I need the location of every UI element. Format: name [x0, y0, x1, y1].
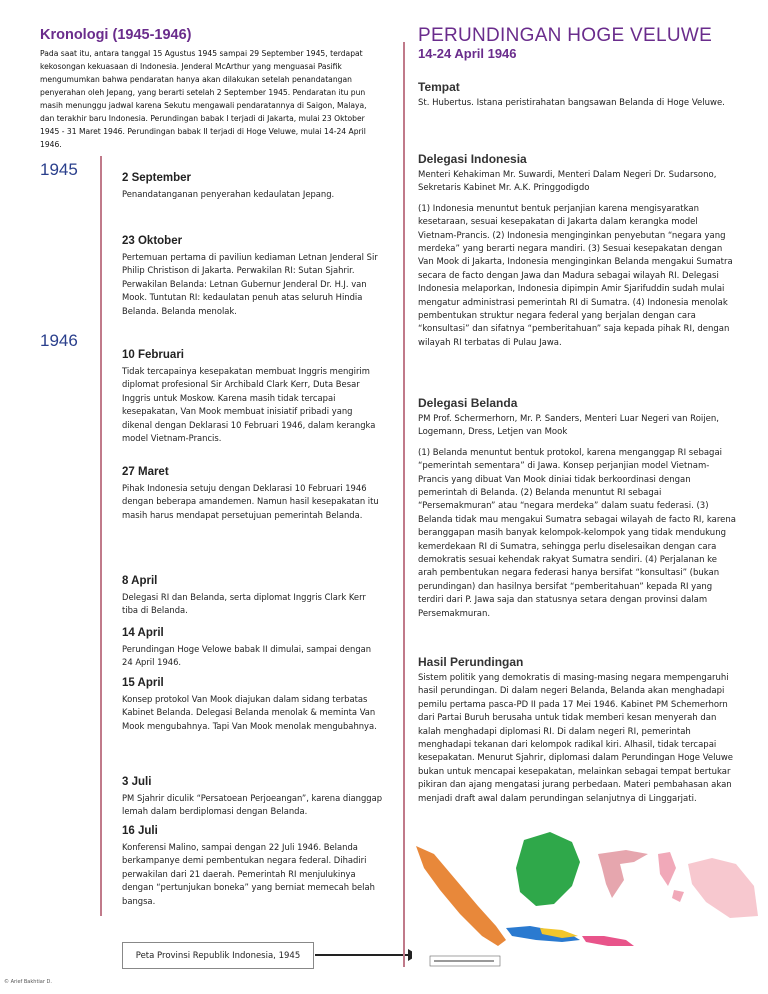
event-text: Perundingan Hoge Velowe babak II dimulai, sampai dengan 24 April 1946.: [122, 644, 372, 668]
section-delegasi-belanda: [418, 396, 736, 621]
timeline-event: [122, 172, 384, 201]
section-hasil-perundingan: [418, 655, 736, 806]
section-paragraph: Sistem politik yang demokratis di masing-masing negara mempengaruhi hasil perundingan. Di dalam negeri Belanda, Belanda akan menghadapi pemilu pertama pasca-PD II pada 17 Mei 1946. Kabinet PM Schemerhorn dari Partai Buruh berusaha untuk tidak memberi kesan menyerah dan kalah menghadapi diplomasi RI. Di dalam negeri RI, pemerintah menghadapi tekanan dari kelompok radikal kiri. Alhasil, tidak tercapai kesepakatan. Menurut Sjahrir, diplomasi dalam Perundingan Hoge Veluwe bukan untuk mencapai kesepakatan, melainkan sebagai tempat bertukar pikiran dan ajang mengatasi jurang perbedaan. Materi pembahasan akan menjadi draft awal dalam perundingan selanjutnya di Linggarjati.: [418, 673, 734, 804]
event-date: 23 Oktober: [122, 235, 183, 247]
event-text: Pertemuan pertama di paviliun kediaman Letnan Jenderal Sir Philip Christison di Jakarta. Perwakilan RI: Sutan Sjahrir. Perwakilan Belanda: Letnan Gubernur Jenderal Dr. H.J. van Mook. Tuntutan RI: kedaulatan penuh atas seluruh Hindia Belanda. Belanda menolak.: [122, 252, 378, 316]
article-title: PERUNDINGAN HOGE VELUWE: [418, 25, 713, 46]
section-heading: Tempat: [418, 80, 460, 94]
timeline-event: [122, 677, 384, 733]
event-date: 2 September: [122, 172, 192, 184]
event-text: Pihak Indonesia setuju dengan Deklarasi 10 Februari 1946 dengan beberapa amandemen. Namun hasil kesepakatan itu masih harus mendapat persetujuan pemerintah Belanda.: [122, 483, 379, 520]
event-date: 8 April: [122, 575, 158, 587]
map-caption: Peta Provinsi Republik Indonesia, 1945: [122, 942, 314, 969]
timeline-event: [122, 235, 384, 318]
arrow-line: [315, 954, 415, 956]
chronology-intro: Pada saat itu, antara tanggal 15 Agustus 1945 sampai 29 September 1945, terdapat kekosongan kekuasaan di Indonesia. Jenderal McArthur yang menguasai Pasifik mengumumkan bahwa pendaratan hanya akan dilakukan setelah penandatangan penyerahan oleh Jepang, yang berarti setelah 2 September 1945. Pendaratan itu pun masih menunggu jadwal karena Sekutu mengawali pendaratannya di Saigon, Malaya, dan terakhir baru Indonesia. Perundingan babak I terjadi di Jakarta, mulai 23 Oktober 1945 - 31 Maret 1946. Perundingan babak II terjadi di Hoge Veluwe, mulai 14-24 April 1946.: [40, 49, 367, 149]
timeline-event: [122, 575, 384, 618]
section-paragraph: St. Hubertus. Istana peristirahatan bangsawan Belanda di Hoge Veluwe.: [418, 98, 725, 108]
event-date: 10 Februari: [122, 349, 184, 361]
section-paragraph: (1) Indonesia menuntut bentuk perjanjian karena mengisyaratkan kesetaraan, sesuai kesepakatan di Jakarta dalam kerangka model Vietnam-Prancis. (2) Indonesia menginginkan penyebutan “negara yang merdeka” yang berarti negara mandiri. (3) Sesuai kesepakatan dengan Van Mook di Jakarta, Indonesia menginginkan Belanda mengakui Sumatra secara de facto dengan Jawa dan Madura sebagai wilayah RI. Delegasi Indonesia melaporkan, Indonesia dipimpin Amir Sjarifuddin sudah mulai mengatur administrasi pemerintah RI di Sumatra. (4) Indonesia menolak pembentukan struktur negara federal yang berjalan dengan cara “konsultasi” dan sifatnya “pemberitahuan” saja kepada pihak RI, dengan wilayah RI terbatas di Pulau Jawa.: [418, 203, 733, 348]
article-subtitle: 14-24 April 1946: [418, 46, 517, 61]
section-paragraph: (1) Belanda menuntut bentuk protokol, karena menganggap RI sebagai “pemerintah sementara” di Jawa. Konsep perjanjian model Vietnam-Prancis yang dibuat Van Mook diniai tidak berkoordinasi dengan pemerintah di Belanda. (2) Belanda menuntut RI sebagai “Persemakmuran” atau “negara merdeka” dalam suatu federasi. (3) Belanda tidak mau mengakui Sumatra sebagai wilayah de facto RI, karena beranggapan masih banyak kelompok-kelompok yang tidak mendukung kemerdekaan RI di Sumatra, sehingga perlu diselesaikan dengan cara demokratis sesuai kehendak rakyat Sumatra sendiri. (4) Perjalanan ke arah pembentukan negara federasi hanya bersifat “konsultasi” (bukan perundingan) dan hasilnya bersifat “pemberitahuan” kepada RI yang terdiri dari P. Jawa saja dan statusnya setara dengan provinsi dalam Persemakmuran.: [418, 447, 736, 619]
event-text: Penandatanganan penyerahan kedaulatan Jepang.: [122, 189, 335, 199]
section-paragraph: Menteri Kehakiman Mr. Suwardi, Menteri Dalam Negeri Dr. Sudarsono, Sekretaris Kabinet Mr. A.K. Pringgodigdo: [418, 170, 717, 194]
event-date: 15 April: [122, 677, 164, 689]
event-text: Konferensi Malino, sampai dengan 22 Juli 1946. Belanda berkampanye demi pembentukan negara federal. Dihadiri perwakilan dari 21 daerah. Pemerintah RI menjulukinya dengan “pertunjukan boneka” yang berniat memecah belah bangsa.: [122, 842, 375, 906]
timeline-event: [122, 627, 384, 670]
section-heading: Delegasi Indonesia: [418, 152, 527, 166]
chronology-title: Kronologi (1945-1946): [40, 27, 192, 43]
timeline-event: [122, 825, 384, 908]
timeline-divider: [100, 156, 102, 916]
year-label-1946: 1946: [40, 331, 78, 350]
section-paragraph: PM Prof. Schermerhorn, Mr. P. Sanders, Menteri Luar Negeri van Roijen, Logemann, Dress, Letjen van Mook: [418, 414, 719, 438]
event-text: Delegasi RI dan Belanda, serta diplomat Inggris Clark Kerr tiba di Belanda.: [122, 592, 366, 616]
event-text: Konsep protokol Van Mook diajukan dalam sidang terbatas Kabinet Belanda. Delegasi Belanda menolak & meminta Van Mook mengubahnya. Tapi Van Mook menolak mengubahnya.: [122, 694, 377, 731]
column-divider: [403, 42, 405, 967]
timeline-event: [122, 349, 384, 445]
indonesia-province-map: [412, 828, 762, 976]
event-date: 27 Maret: [122, 466, 169, 478]
event-date: 3 Juli: [122, 776, 152, 788]
event-date: 16 Juli: [122, 825, 158, 837]
section-delegasi-indonesia: [418, 152, 736, 350]
copyright-note: © Arief Bakhtiar D.: [4, 979, 52, 985]
event-text: Tidak tercapainya kesepakatan membuat Inggris mengirim diplomat profesional Sir Archibald Clark Kerr, Duta Besar Inggris untuk Moskow. Karena masih tidak tercapai kesepakatan, Van Mook membuat inisiatif pribadi yang dikenal dengan Deklarasi 10 Februari 1946, dalam kerangka model Vietnam-Prancis.: [122, 366, 376, 444]
event-date: 14 April: [122, 627, 164, 639]
year-label-1945: 1945: [40, 160, 78, 179]
section-heading: Delegasi Belanda: [418, 396, 518, 410]
section-tempat: [418, 80, 736, 110]
section-heading: Hasil Perundingan: [418, 655, 524, 669]
event-text: PM Sjahrir diculik “Persatoean Perjoeangan”, karena dianggap lemah dalam berdiplomasi dengan Belanda.: [122, 793, 383, 817]
timeline-event: [122, 776, 384, 819]
timeline-event: [122, 466, 384, 522]
